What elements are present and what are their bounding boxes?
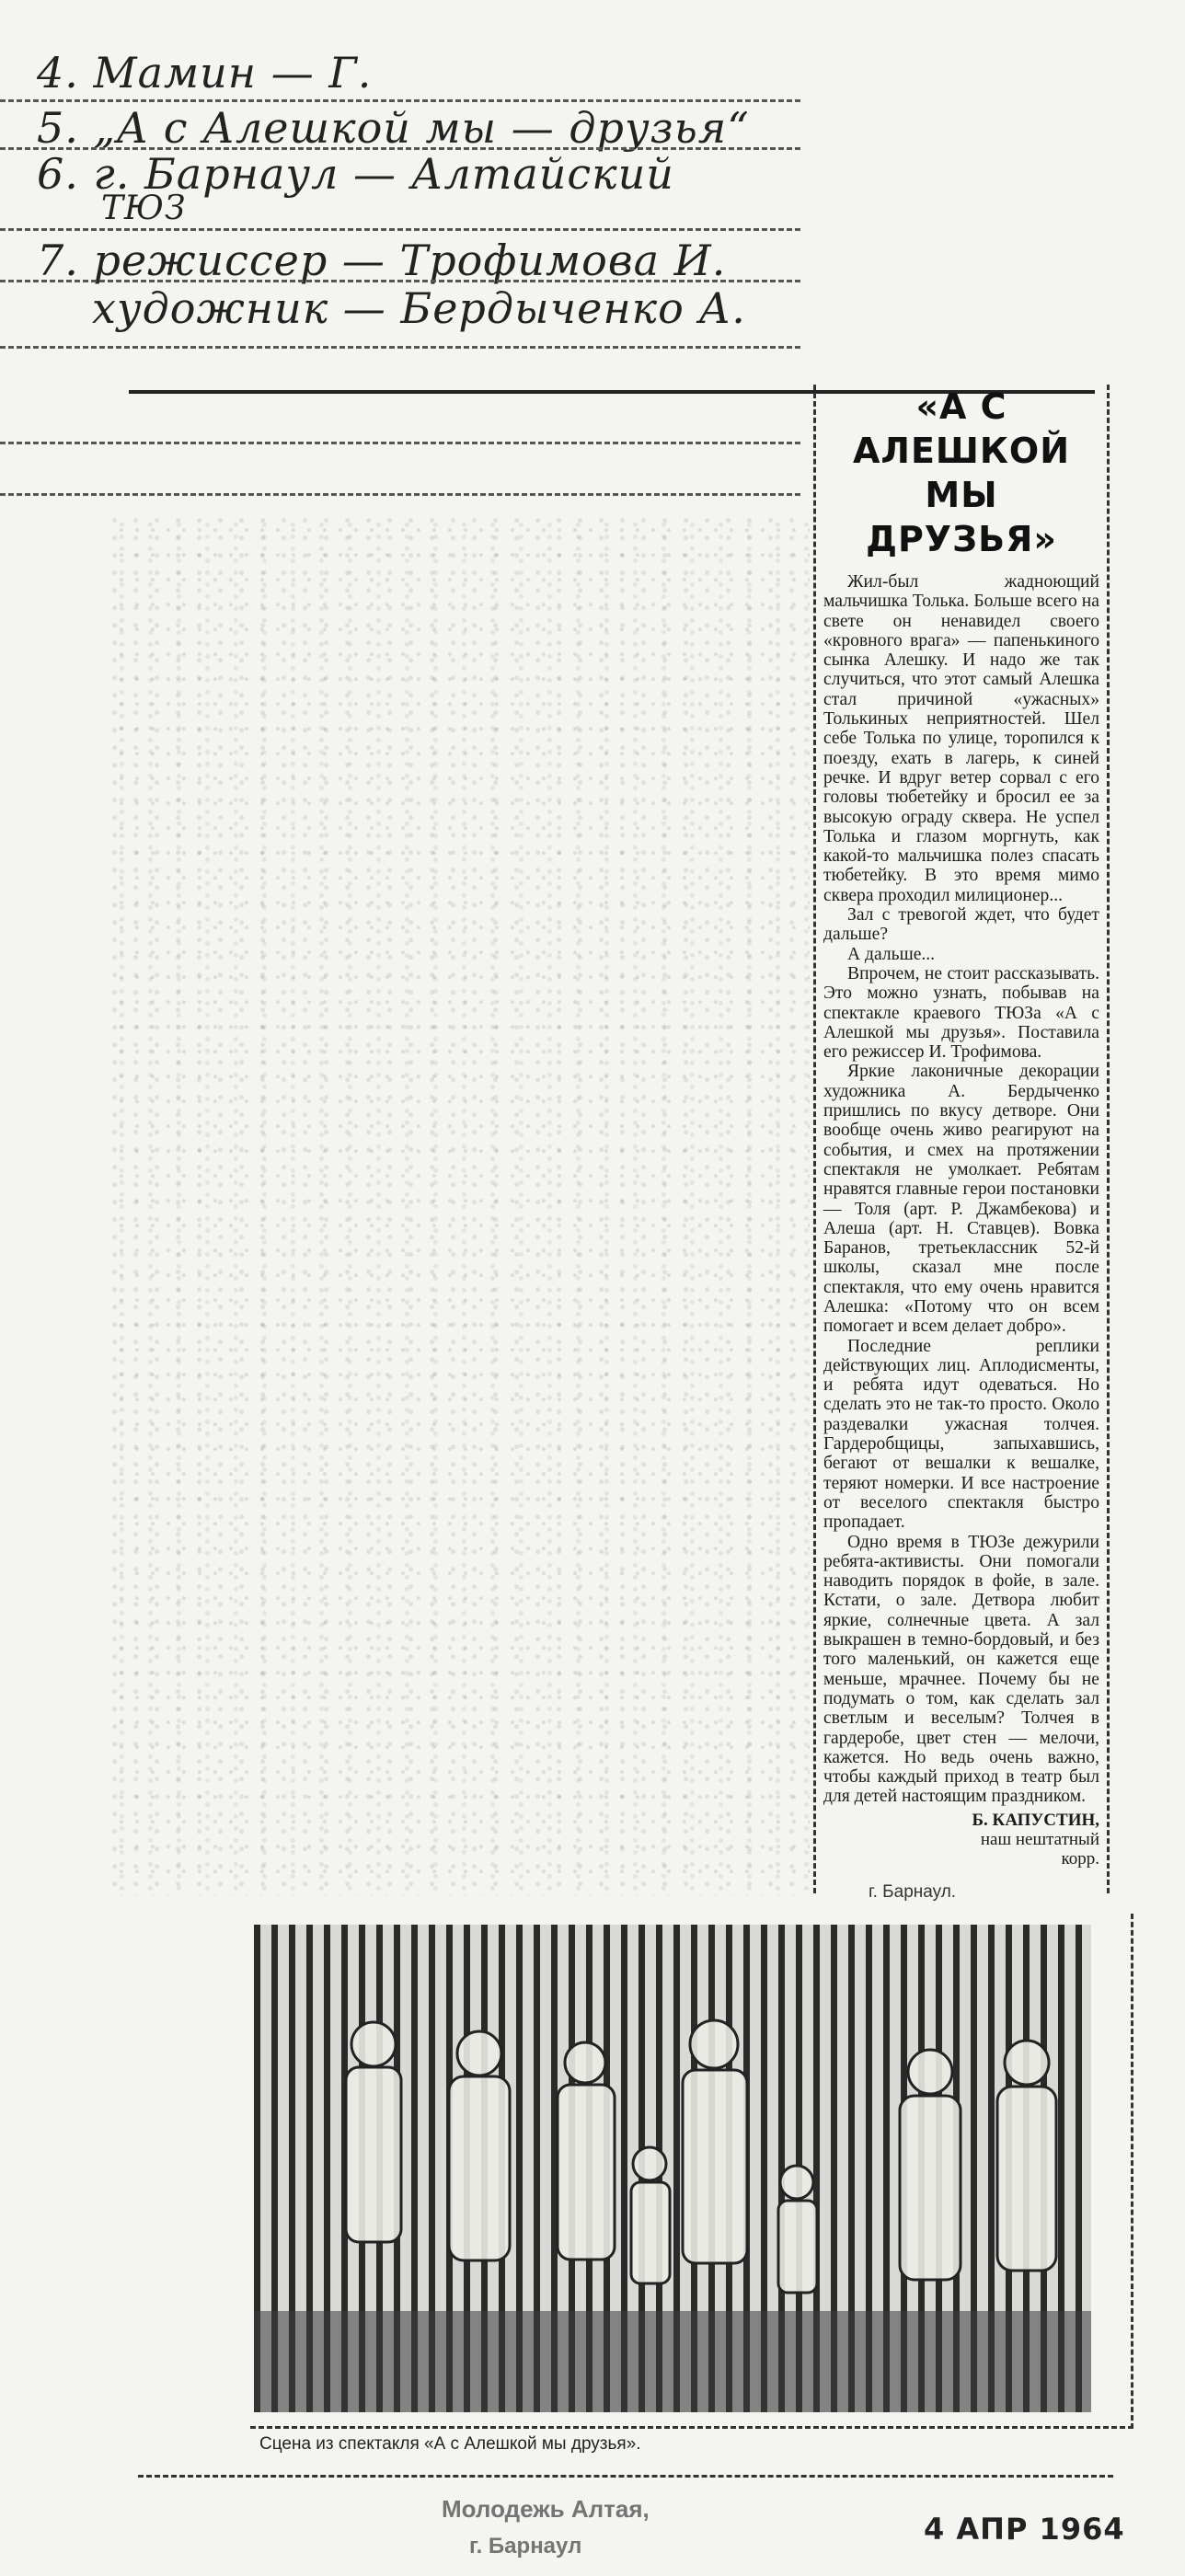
card-line-director: 7. режиссер — Трофимова И. — [37, 236, 727, 285]
article-paragraph: Впрочем, не стоит рассказывать. Это можно узнать, побывав на спектакле краевого ТЮЗа «А с Алешкой мы друзья». Поставила его режиссер И. Трофимова. — [823, 963, 1099, 1063]
article-signature — [823, 1811, 1099, 1869]
stage-photo — [254, 1925, 1091, 2412]
card-line-theatre: ТЮЗ — [101, 190, 187, 227]
article-city: г. Барнаул. — [869, 1882, 957, 1902]
photo-caption: Сцена из спектакля «А с Алешкой мы друзья». — [259, 2434, 641, 2454]
card-line-author: 4. Мамин — Г. — [37, 48, 373, 98]
article-paragraph: Зал с тревогой ждет, что будет дальше? — [823, 905, 1099, 945]
card-rule — [0, 346, 800, 349]
card-line-artist: художник — Бердыченко А. — [92, 283, 746, 333]
newspaper-stamp-city: г. Барнаул — [469, 2534, 582, 2559]
card-line-title: 5. „А с Алешкой мы — друзья“ — [37, 103, 750, 153]
headline-line-2: МЫ ДРУЗЬЯ» — [866, 475, 1057, 559]
article-paragraph: Одно время в ТЮЗе дежурили ребята-активисты. Они помогали наводить порядок в фойе, в зале. Кстати, о зале. Детвора любит яркие, солнечные цвета. А зал выкрашен в темно-бордовый, и без того маленький, он кажется еще меньше, мрачнее. Почему бы не подумать о том, как сделать зал светлым и веселым? Толчея в гардеробе, цвет стен — мелочи, кажется. Но ведь очень важно, чтобы каждый приход в театр был для детей настоящим праздником. — [823, 1532, 1099, 1807]
author-role-abbrev: корр. — [1061, 1848, 1099, 1869]
stage-figures-graphic — [254, 1925, 1091, 2412]
date-stamp: 4 АПР 1964 — [924, 2512, 1125, 2547]
newspaper-stamp-name: Молодежь Алтая, — [442, 2495, 650, 2523]
article-headline — [823, 385, 1099, 561]
card-rule — [0, 493, 800, 496]
card-rule — [0, 99, 800, 102]
article-paragraph: Жил-был жадноющий мальчишка Толька. Больше всего на свете он ненавидел своего «кровного врага» — папенькиного сынка Алешку. И надо же так случиться, что этот самый Алешка стал причиной «ужасных» Толькиных неприятностей. Шел себе Толька по улице, торопился к поезду, ехать в лагерь, к синей речке. И вдруг ветер сорвал с его головы тюбетейку и бросил ее за высокую ограду сквера. Не успел Толька и глазом моргнуть, как какой-то мальчишка полез спасать тюбетейку. В это время мимо сквера проходил милиционер... — [823, 572, 1099, 905]
card-rule — [0, 228, 800, 231]
article-paragraph: Яркие лаконичные декорации художника А. Бердыченко пришлись по вкусу детворе. Они вообще очень живо реагируют на события, и смех на протяжении спектакля не умолкает. Ребятам нравятся главные герои постановки — Толя (арт. Р. Джамбекова) и Алеша (арт. Н. Ставцев). Вовка Баранов, третьеклассник 52-й школы, сказал мне после спектакля, что ему очень нравится Алешка: «Потому что он всем помогает и всем делает добро». — [823, 1062, 1099, 1337]
photocopy-noise — [110, 515, 810, 1895]
article-paragraph: Последние реплики действующих лиц. Аплодисменты, и ребята идут одеваться. Но сделать это не так-то просто. Около раздевалки ужасная толчея. Гардеробщицы, запыхавшись, бегают от вешалки к вешалке, теряют номерки. И все настроение от веселого спектакля быстро пропадает. — [823, 1336, 1099, 1533]
card-rule — [0, 280, 800, 282]
author-name: Б. КАПУСТИН, — [972, 1810, 1099, 1830]
clipping-bottom-rule — [138, 2475, 1113, 2478]
author-role: наш нештатный — [980, 1829, 1099, 1849]
headline-line-1: «А С АЛЕШКОЙ — [852, 386, 1071, 471]
newspaper-article — [813, 385, 1110, 1893]
card-rule — [0, 442, 800, 444]
card-line-city: 6. г. Барнаул — Алтайский — [37, 149, 674, 199]
article-paragraph: А дальше... — [847, 944, 936, 964]
article-body — [823, 572, 1099, 1807]
